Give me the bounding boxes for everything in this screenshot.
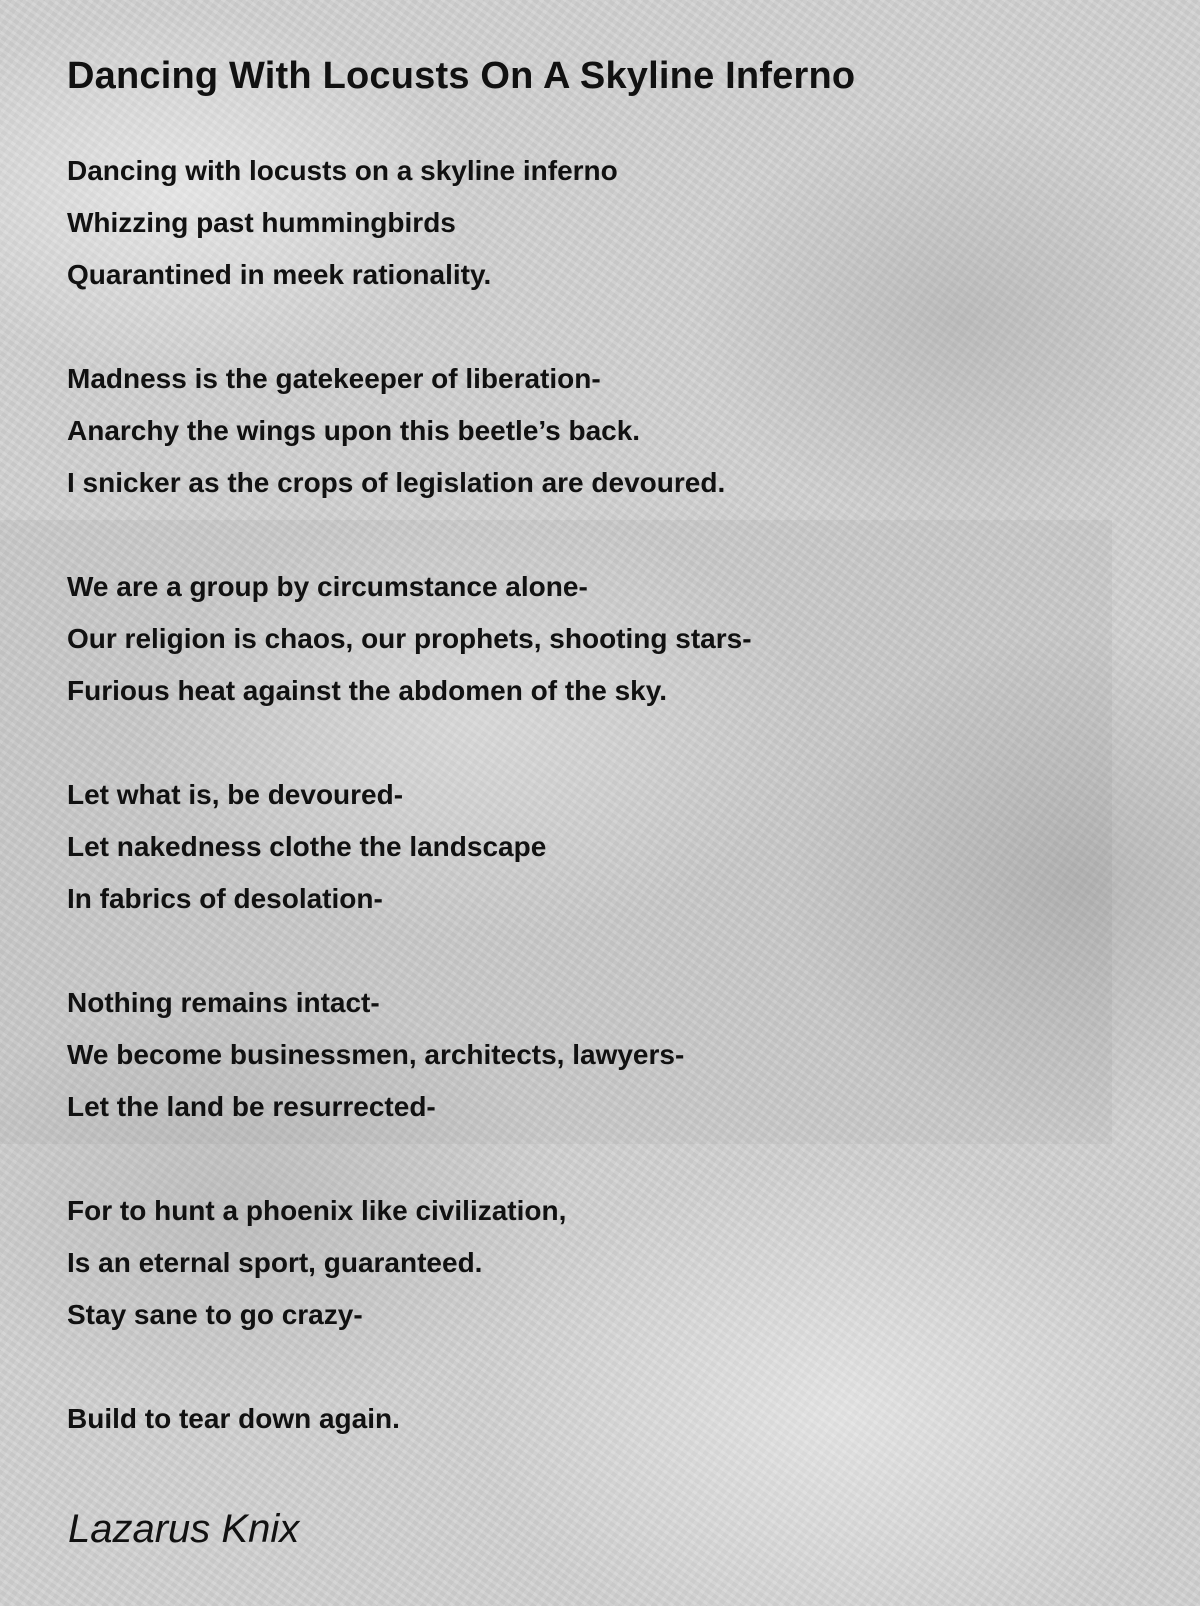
poem-title: Dancing With Locusts On A Skyline Inferno bbox=[67, 55, 856, 97]
poem-line: Let nakedness clothe the landscape bbox=[67, 831, 547, 862]
poem-line: Build to tear down again. bbox=[67, 1403, 400, 1434]
stanza-1 bbox=[67, 145, 1127, 301]
poem-line: Quarantined in meek rationality. bbox=[67, 259, 492, 290]
stanza-5 bbox=[67, 977, 1127, 1133]
poem-line: Nothing remains intact- bbox=[67, 987, 380, 1018]
poem-line: We become businessmen, architects, lawyers- bbox=[67, 1039, 685, 1070]
poem-line: In fabrics of desolation- bbox=[67, 883, 383, 914]
poem-author: Lazarus Knix bbox=[68, 1507, 300, 1551]
stanza-2 bbox=[67, 353, 1127, 509]
poem-line: Anarchy the wings upon this beetle’s back. bbox=[67, 415, 641, 446]
poem-line: Madness is the gatekeeper of liberation- bbox=[67, 363, 601, 394]
poem-line: Stay sane to go crazy- bbox=[67, 1299, 363, 1330]
stanza-7 bbox=[67, 1393, 1127, 1445]
poem-line: For to hunt a phoenix like civilization, bbox=[67, 1195, 567, 1226]
stanza-6 bbox=[67, 1185, 1127, 1341]
poem-container bbox=[67, 52, 1127, 1497]
stanza-3 bbox=[67, 561, 1127, 717]
poem-line: Dancing with locusts on a skyline inferno bbox=[67, 155, 618, 186]
poem-body bbox=[67, 145, 1127, 1445]
stanza-4 bbox=[67, 769, 1127, 925]
poem-line: Whizzing past hummingbirds bbox=[67, 207, 456, 238]
poem-line: Let what is, be devoured- bbox=[67, 779, 404, 810]
poem-line: Our religion is chaos, our prophets, shooting stars- bbox=[67, 623, 752, 654]
poem-line: Furious heat against the abdomen of the sky. bbox=[67, 675, 668, 706]
poem-line: I snicker as the crops of legislation are devoured. bbox=[67, 467, 726, 498]
poem-line: We are a group by circumstance alone- bbox=[67, 571, 588, 602]
poem-line: Is an eternal sport, guaranteed. bbox=[67, 1247, 483, 1278]
poem-line: Let the land be resurrected- bbox=[67, 1091, 436, 1122]
